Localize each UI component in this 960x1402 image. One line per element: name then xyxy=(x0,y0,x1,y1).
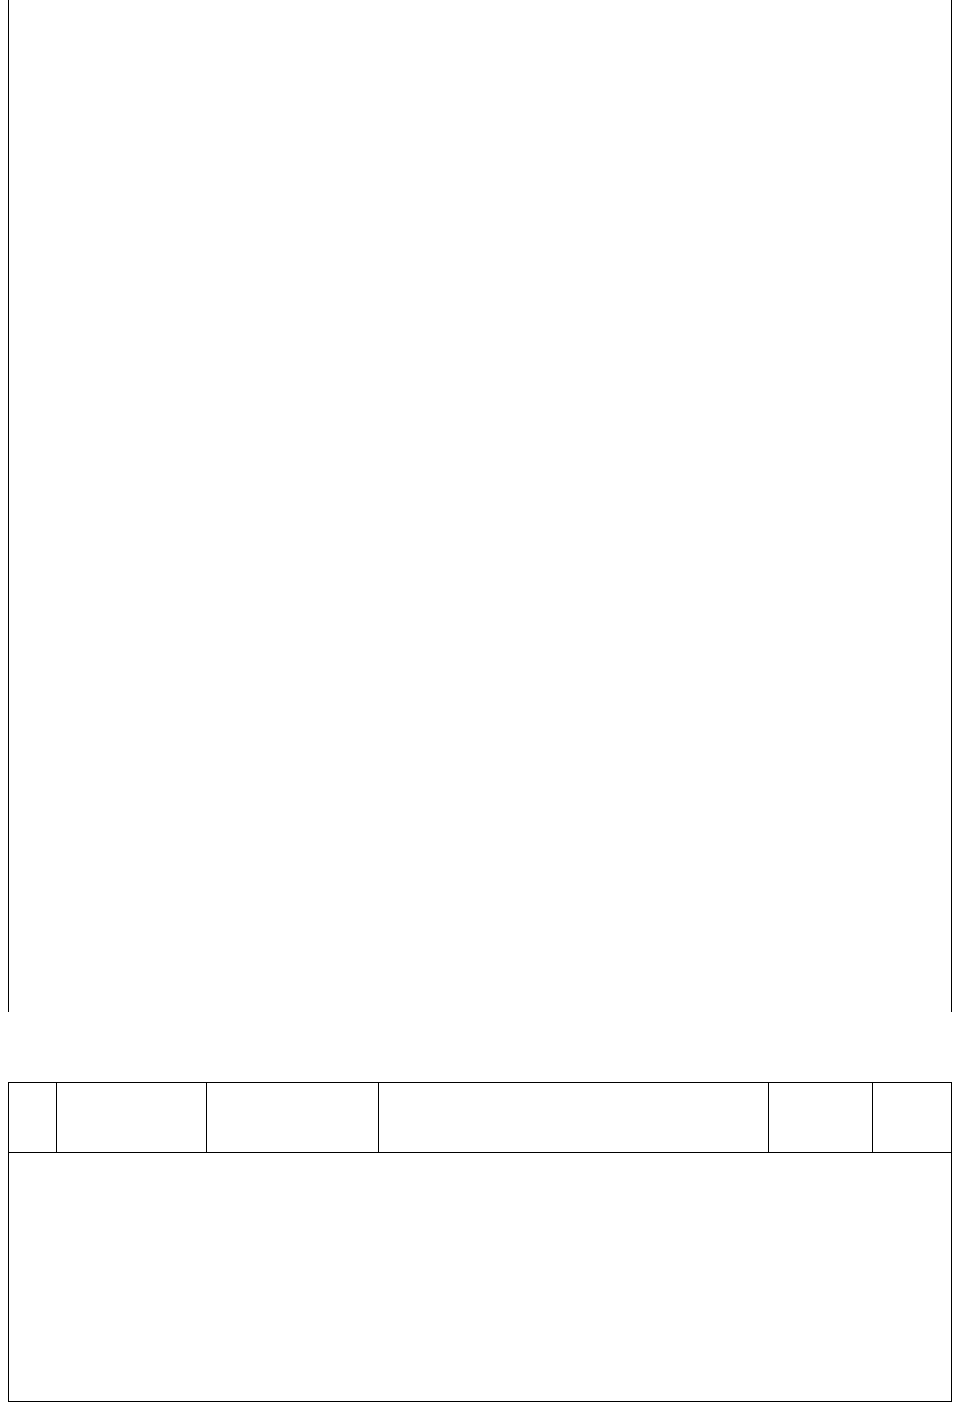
header-lp-cell xyxy=(9,1083,57,1153)
results-table-continued xyxy=(8,0,952,1012)
header-name-cell xyxy=(57,1083,207,1153)
table-border-right xyxy=(951,0,952,1012)
header-total-cell xyxy=(769,1083,873,1153)
table-border-left xyxy=(8,0,9,1012)
header-rounds-cell xyxy=(379,1083,769,1153)
header-place-cell xyxy=(873,1083,951,1153)
header-club-cell xyxy=(207,1083,379,1153)
category-tj-table xyxy=(8,1082,952,1402)
